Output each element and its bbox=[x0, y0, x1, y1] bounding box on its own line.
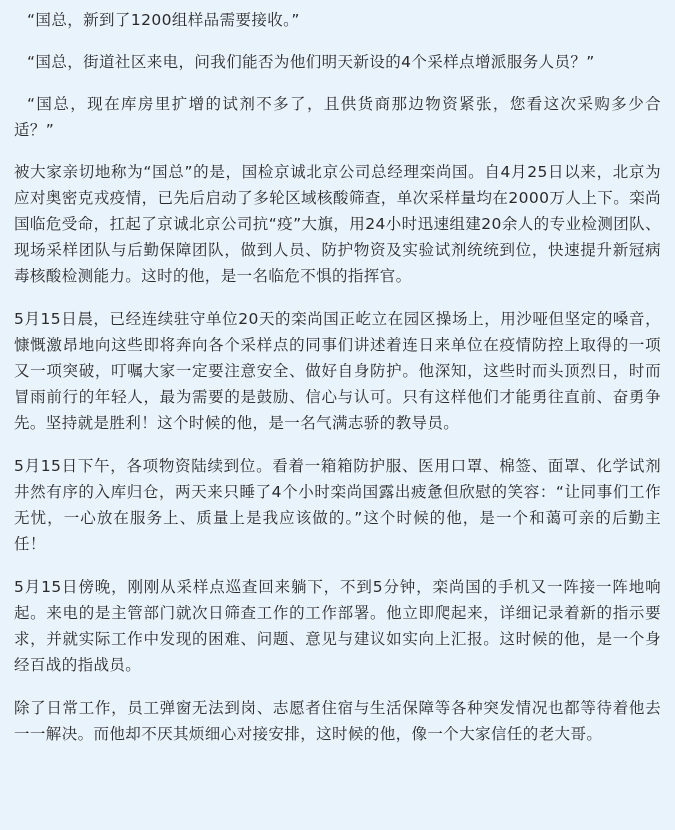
paragraph-commander: 被大家亲切地称为“国总”的是，国检京诚北京公司总经理栾尚国。自4月25日以来，北京为应对奥密克戎疫情，已先后启动了多轮区域核酸筛查，单次采样量均在2000万人上下。栾尚国临危受命，扛起了京诚北京公司抗“疫”大旗，用24小时迅速组建20余人的专业检测团队、现场采样团队与后勤保障团队，做到人员、防护物资及实验试剂统统到位，快速提升新冠病毒核酸检测能力。这时的他，是一名临危不惧的指挥官。 bbox=[14, 163, 661, 285]
quote-paragraph-community: “国总，街道社区来电，问我们能否为他们明天新设的4个采样点增派服务人员？” bbox=[27, 53, 595, 71]
quote-paragraph-samples: “国总，新到了1200组样品需要接收。” bbox=[27, 11, 300, 29]
paragraph-instructor: 5月15日晨，已经连续驻守单位20天的栾尚国正屹立在园区操场上，用沙哑但坚定的嗓音，慷慨激昂地向这些即将奔向各个采样点的同事们讲述着连日来单位在疫情防控上取得的一项又一项突破，叮嘱大家一定要注意安全、做好自身防护。他深知，这些时而头顶烈日，时而冒雨前行的年轻人，最为需要的是鼓励、信心与认可。只有这样他们才能勇往直前、奋勇争先。坚持就是胜利！这个时候的他，是一名气满志骄的教导员。 bbox=[14, 310, 661, 432]
quote-paragraph-reagents: “国总，现在库房里扩增的试剂不多了，且供货商那边物资紧张，您看这次采购多少合适？” bbox=[14, 95, 661, 139]
paragraph-logistics: 5月15日下午，各项物资陆续到位。看着一箱箱防护服、医用口罩、棉签、面罩、化学试剂井然有序的入库归仓，两天来只睡了4个小时栾尚国露出疲惫但欣慰的笑容：“让同事们工作无忧，一心放在服务上、质量上是我应该做的。”这个时候的他，是一个和蔼可亲的后勤主任！ bbox=[14, 457, 661, 553]
paragraph-big-brother: 除了日常工作，员工弹窗无法到岗、志愿者住宿与生活保障等各种突发情况也都等待着他去一一解决。而他却不厌其烦细心对接安排，这时候的他，像一个大家信任的老大哥。 bbox=[14, 699, 661, 743]
paragraph-field-commander: 5月15日傍晚，刚刚从采样点巡查回来躺下，不到5分钟，栾尚国的手机又一阵接一阵地响起。来电的是主管部门就次日筛查工作的工作部署。他立即爬起来，详细记录着新的指示要求，并就实际工作中发现的困难、问题、意见与建议如实向上汇报。这时候的他，是一个身经百战的指战员。 bbox=[14, 578, 661, 674]
